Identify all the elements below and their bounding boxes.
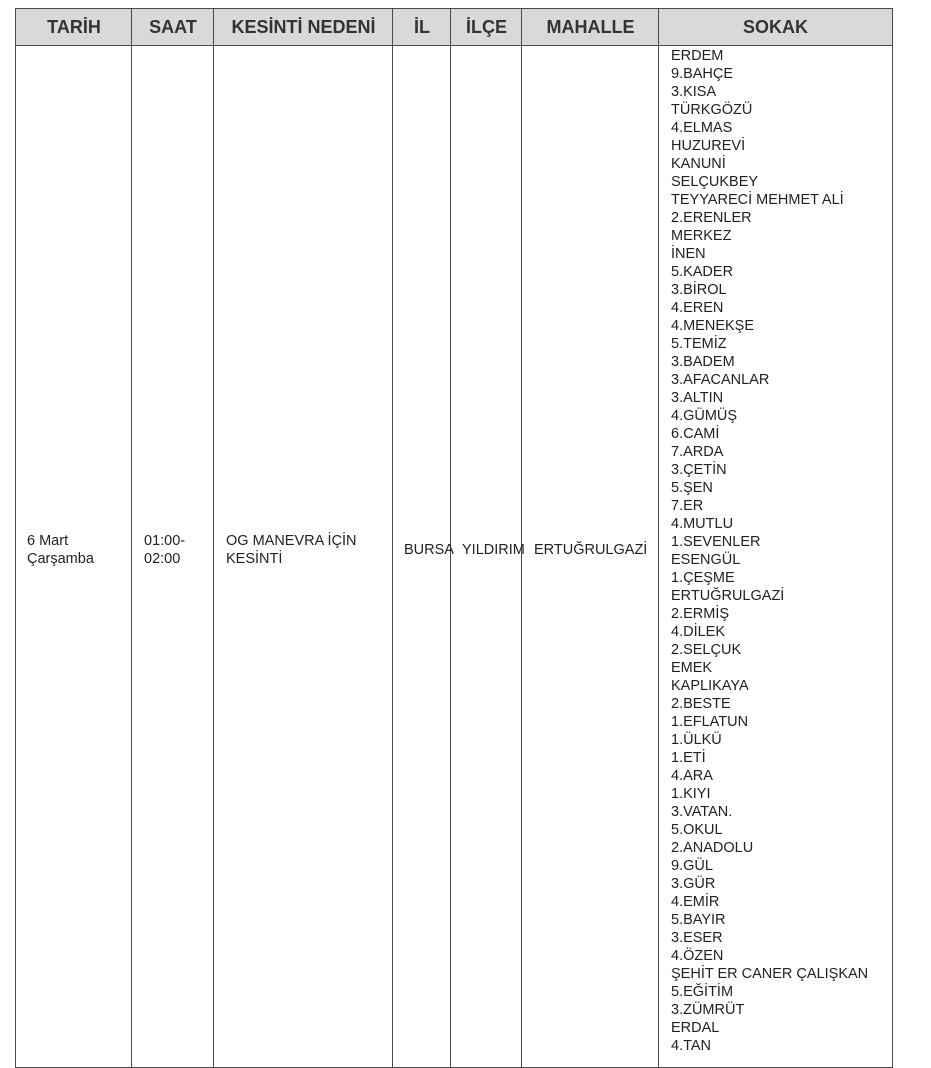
header-tarih: TARİH: [47, 17, 101, 37]
header-saat: SAAT: [149, 17, 197, 37]
sokak-item: 5.EĞİTİM: [671, 984, 734, 1000]
sokak-item: 4.EMİR: [671, 894, 720, 910]
sokak-item: 4.GÜMÜŞ: [671, 408, 738, 424]
sokak-item: 1.EFLATUN: [671, 714, 749, 730]
column-divider: [521, 9, 522, 1067]
sokak-item: 3.ÇETİN: [671, 462, 727, 478]
sokak-item: MERKEZ: [671, 228, 732, 244]
sokak-list: [671, 47, 868, 1055]
sokak-item: 2.SELÇUK: [671, 642, 742, 658]
sokak-item: ŞEHİT ER CANER ÇALIŞKAN: [671, 966, 869, 982]
tarih-weekday: Çarşamba: [27, 551, 94, 567]
sokak-item: İNEN: [671, 246, 706, 262]
tarih-day: 6 Mart: [27, 533, 69, 549]
sokak-item: 1.ETİ: [671, 750, 706, 766]
saat-start: 01:00-: [144, 533, 186, 549]
sokak-item: 5.ŞEN: [671, 480, 713, 496]
cell-saat: [144, 532, 185, 568]
sokak-item: 4.MENEKŞE: [671, 318, 754, 334]
sokak-item: 4.DİLEK: [671, 624, 725, 640]
sokak-item: SELÇUKBEY: [671, 174, 759, 190]
sokak-item: 4.TAN: [671, 1038, 712, 1054]
outage-table: [15, 8, 893, 1068]
header-sokak: SOKAK: [742, 17, 808, 37]
sokak-item: 1.SEVENLER: [671, 534, 761, 550]
sokak-item: 1.KIYI: [671, 786, 711, 802]
sokak-item: 5.OKUL: [671, 822, 723, 838]
sokak-item: 3.BİROL: [671, 282, 727, 298]
sokak-item: 9.BAHÇE: [671, 66, 734, 82]
column-divider: [658, 9, 659, 1067]
sokak-item: 1.ÜLKÜ: [671, 732, 722, 748]
header-il: İL: [414, 17, 430, 37]
sokak-item: TEYYARECİ MEHMET ALİ: [671, 192, 844, 208]
sokak-item: ERDEM: [671, 48, 724, 64]
cell-kesinti-nedeni: [226, 532, 357, 568]
header-kesinti-nedeni: KESİNTİ NEDENİ: [231, 17, 376, 37]
column-divider: [450, 9, 451, 1067]
saat-end: 02:00: [144, 551, 181, 567]
sokak-item: 3.VATAN.: [671, 804, 733, 820]
column-divider: [213, 9, 214, 1067]
sokak-item: 2.ERENLER: [671, 210, 752, 226]
sokak-item: 2.ERMİŞ: [671, 606, 730, 622]
table-header: [16, 9, 892, 46]
sokak-item: 4.EREN: [671, 300, 724, 316]
cell-ilce: YILDIRIM: [462, 542, 525, 558]
sokak-item: 5.TEMİZ: [671, 336, 727, 352]
sokak-item: 2.ANADOLU: [671, 840, 754, 856]
cell-il: BURSA: [404, 542, 454, 558]
header-mahalle: MAHALLE: [546, 17, 635, 37]
cell-tarih: [27, 532, 94, 568]
cell-mahalle: ERTUĞRULGAZİ: [534, 542, 648, 558]
sokak-item: ESENGÜL: [671, 552, 741, 568]
sokak-item: TÜRKGÖZÜ: [671, 102, 753, 118]
sokak-item: ERDAL: [671, 1020, 720, 1036]
neden-line-2: KESİNTİ: [226, 551, 283, 567]
sokak-item: 3.ALTIN: [671, 390, 724, 406]
sokak-item: 9.GÜL: [671, 858, 713, 874]
sokak-item: 4.ELMAS: [671, 120, 733, 136]
sokak-item: 5.BAYIR: [671, 912, 726, 928]
sokak-item: 3.BADEM: [671, 354, 735, 370]
sokak-item: 3.ESER: [671, 930, 723, 946]
sokak-item: 7.ER: [671, 498, 704, 514]
sokak-item: 4.ÖZEN: [671, 948, 724, 964]
sokak-item: ERTUĞRULGAZİ: [671, 588, 785, 604]
sokak-item: 3.ZÜMRÜT: [671, 1002, 745, 1018]
sokak-item: 3.AFACANLAR: [671, 372, 770, 388]
header-ilce: İLÇE: [465, 17, 507, 37]
sokak-item: EMEK: [671, 660, 713, 676]
sokak-item: 4.MUTLU: [671, 516, 734, 532]
sokak-item: HUZUREVİ: [671, 138, 746, 154]
sokak-item: 1.ÇEŞME: [671, 570, 735, 586]
sokak-item: 7.ARDA: [671, 444, 724, 460]
sokak-item: KANUNİ: [671, 156, 726, 172]
sokak-item: 3.KISA: [671, 84, 717, 100]
column-divider: [392, 9, 393, 1067]
sokak-item: 2.BESTE: [671, 696, 731, 712]
sokak-item: 6.CAMİ: [671, 426, 720, 442]
sokak-item: 3.GÜR: [671, 876, 716, 892]
column-divider: [131, 9, 132, 1067]
sokak-item: 5.KADER: [671, 264, 734, 280]
sokak-item: KAPLIKAYA: [671, 678, 749, 694]
neden-line-1: OG MANEVRA İÇİN: [226, 533, 357, 549]
sokak-item: 4.ARA: [671, 768, 713, 784]
